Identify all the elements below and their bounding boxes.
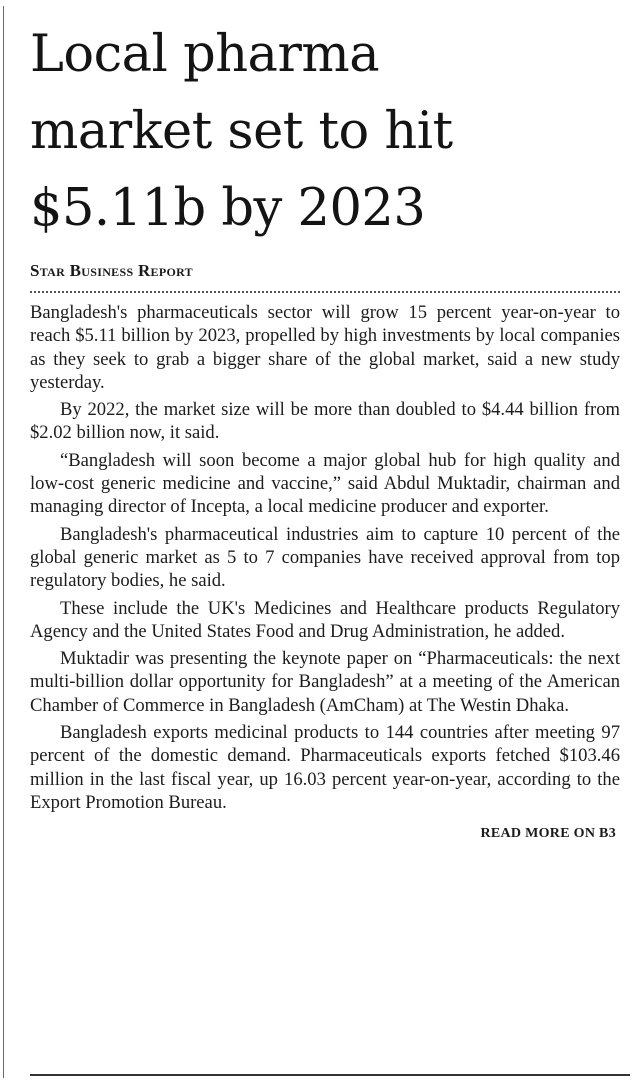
- read-more-link[interactable]: READ MORE ON B3: [480, 826, 616, 842]
- paragraph: Bangladesh's pharmaceutical industries aim to capture 10 percent of the global generic market as 5 to 7 companies have received approval from top regulatory bodies, he said.: [30, 523, 620, 592]
- news-article: [30, 16, 620, 842]
- paragraph: “Bangladesh will soon become a major global hub for high quality and low-cost generic medicine and vaccine,” said Abdul Muktadir, chairman and managing director of Incepta, a local medicine producer and exporter.: [30, 449, 620, 518]
- paragraph: Muktadir was presenting the keynote paper on “Pharmaceuticals: the next multi-billion dollar opportunity for Bangladesh” at a meeting of the American Chamber of Commerce in Bangladesh (AmCham) at The Westin Dhaka.: [30, 648, 620, 716]
- article-body: [30, 301, 620, 814]
- paragraph: These include the UK's Medicines and Healthcare products Regulatory Agency and the United States Food and Drug Administration, he added.: [30, 597, 620, 642]
- bottom-divider: [30, 1074, 630, 1076]
- headline: [30, 16, 620, 247]
- headline-line: market set to hit: [30, 102, 453, 161]
- headline-line: Local pharma: [30, 25, 380, 84]
- headline-line: $5.11b by 2023: [30, 179, 426, 238]
- paragraph: Bangladesh's pharmaceuticals sector will grow 15 percent year-on-year to reach $5.11 billion by 2023, propelled by high investments by local companies as they seek to grab a bigger share of the global market, said a new study yesterday.: [30, 302, 620, 393]
- dotted-divider: [30, 291, 620, 293]
- paragraph: By 2022, the market size will be more than doubled to $4.44 billion from $2.02 billion now, it said.: [30, 399, 620, 444]
- byline: Star Business Report: [30, 261, 193, 280]
- column-divider: [3, 6, 4, 1078]
- paragraph: Bangladesh exports medicinal products to 144 countries after meeting 97 percent of the domestic demand. Pharmaceuticals exports fetched $103.46 million in the last fiscal year, up 16.03 percent year-on-year, according to the Export Promotion Bureau.: [30, 722, 620, 813]
